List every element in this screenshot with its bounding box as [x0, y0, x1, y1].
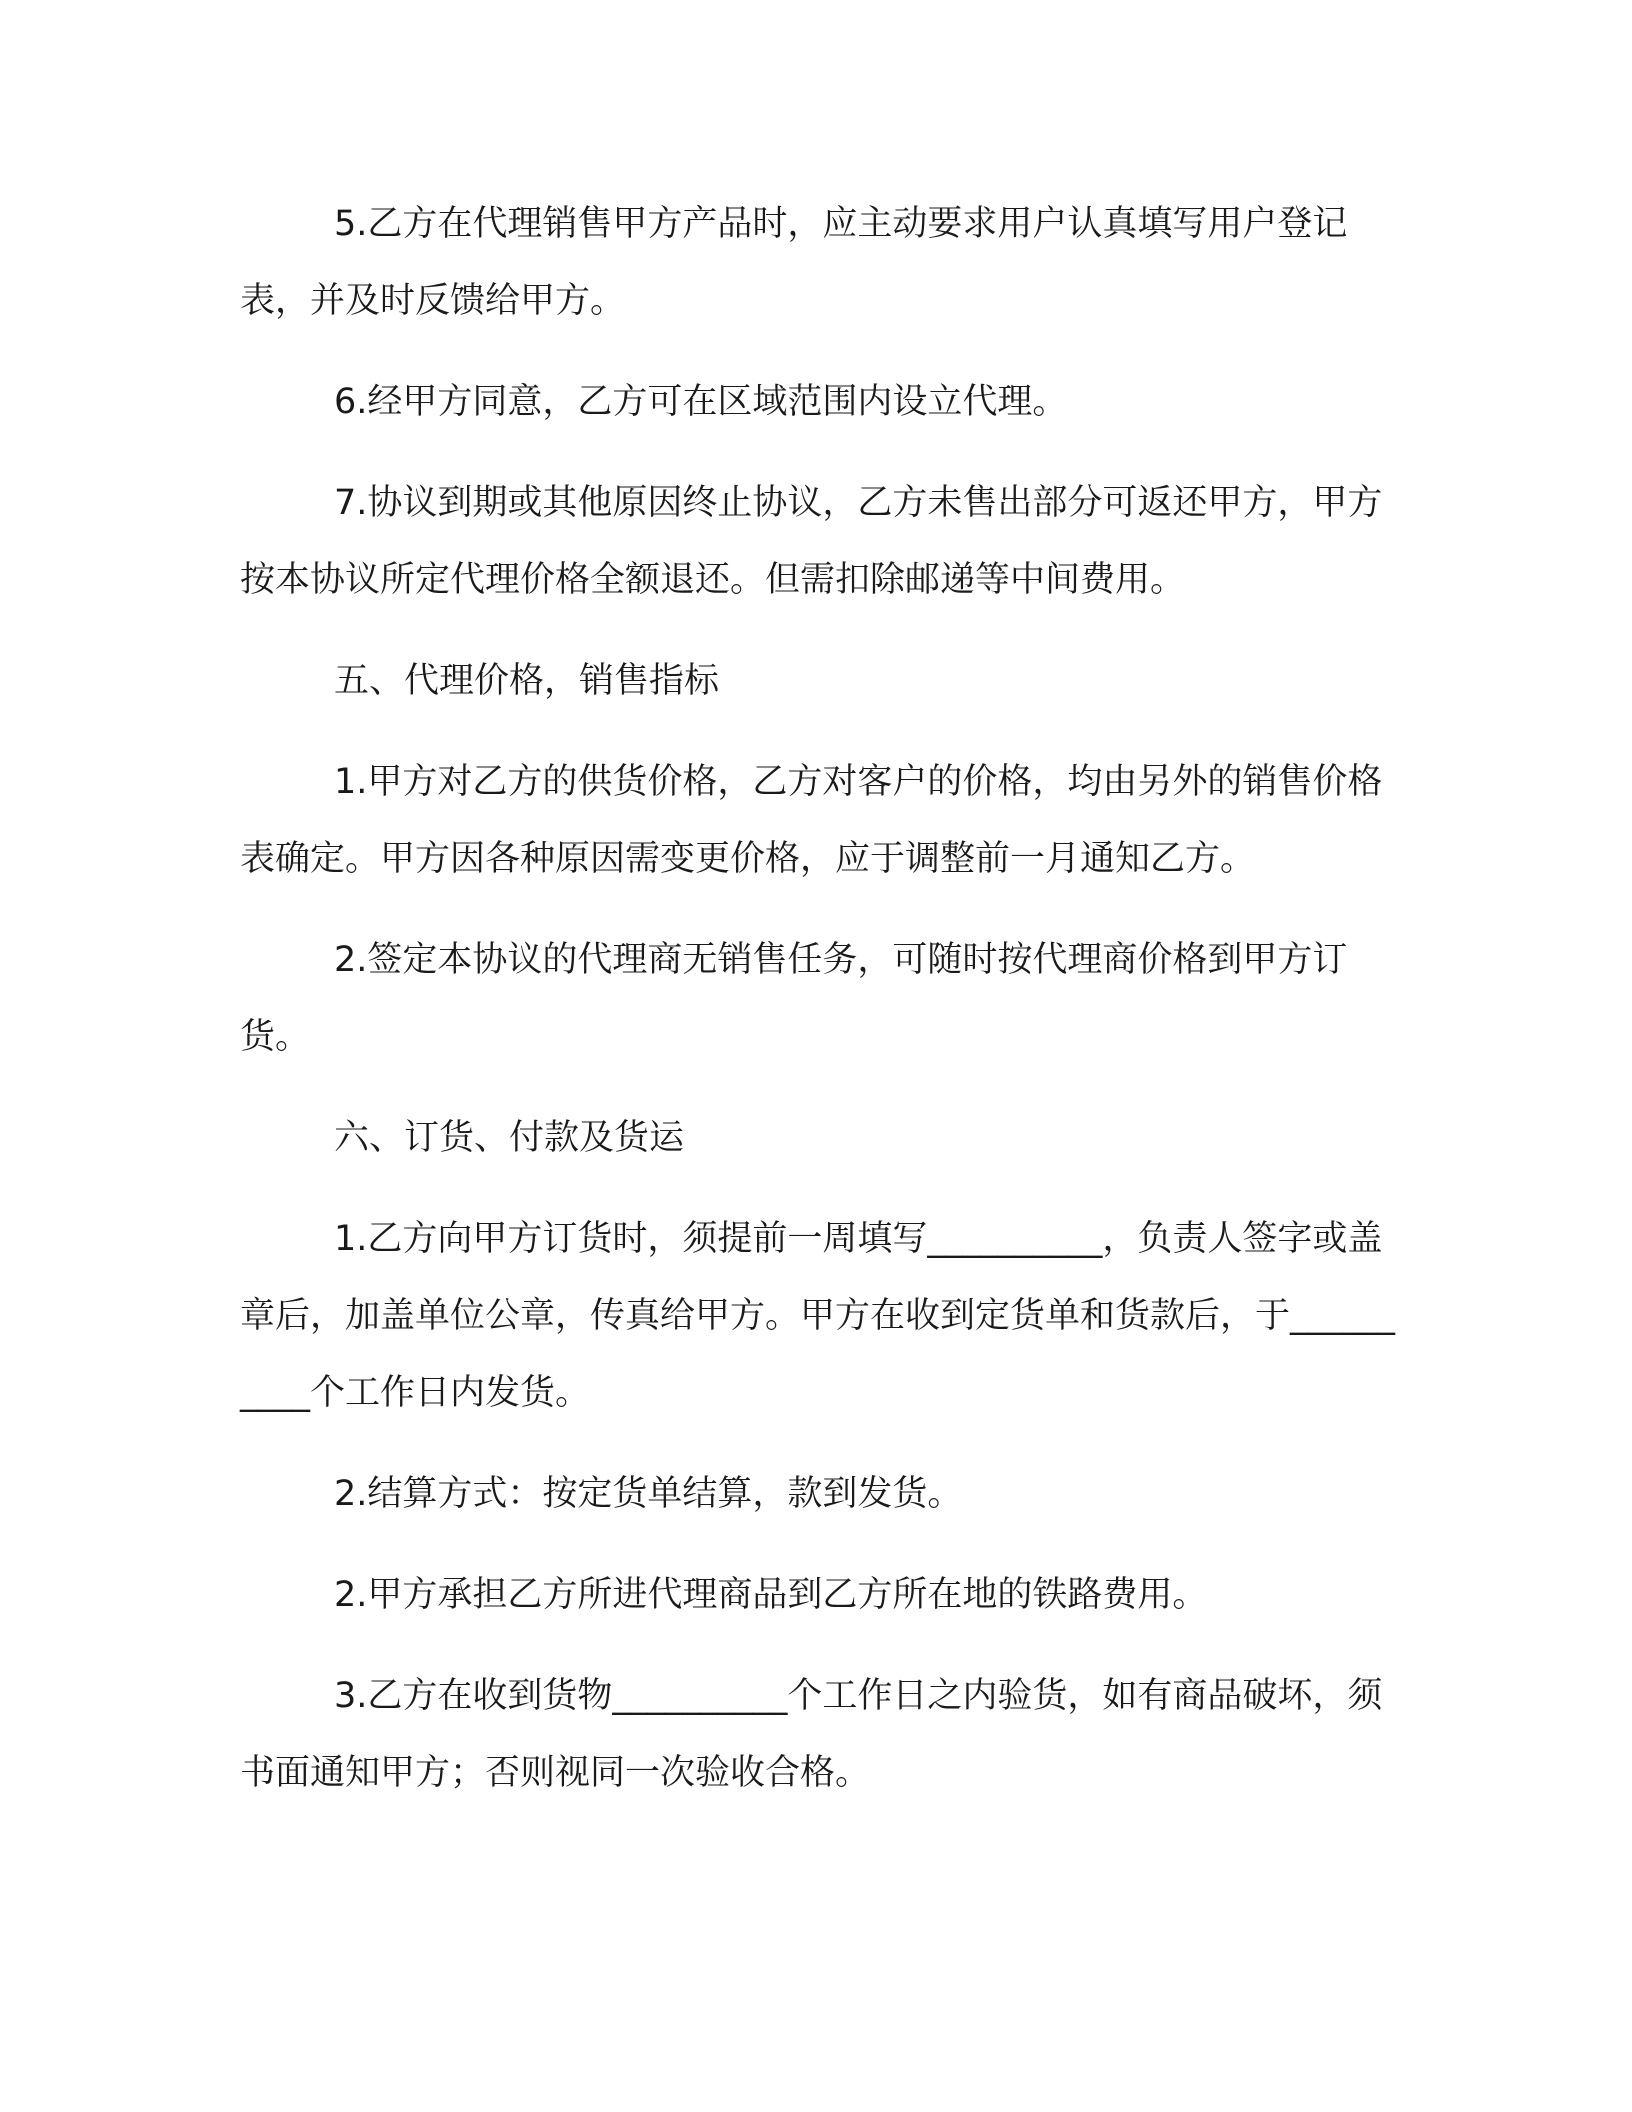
- paragraph-ordering-2a: 2.结算方式：按定货单结算，款到发货。: [334, 1474, 963, 1514]
- paragraph-ordering-3: 3.乙方在收到货物__________个工作日之内验货，如有商品破坏，须书面通知甲方；否则视同一次验收合格。: [240, 1676, 1383, 1793]
- paragraph-pricing-2: 2.签定本协议的代理商无销售任务，可随时按代理商价格到甲方订货。: [240, 940, 1348, 1057]
- paragraph-clause-7: 7.协议到期或其他原因终止协议，乙方未售出部分可返还甲方，甲方按本协议所定代理价格全额退还。但需扣除邮递等中间费用。: [240, 483, 1383, 600]
- paragraph-ordering-2b: 2.甲方承担乙方所进代理商品到乙方所在地的铁路费用。: [334, 1575, 1208, 1615]
- paragraph-ordering-1: 1.乙方向甲方订货时，须提前一周填写__________，负责人签字或盖章后，加盖单位公章，传真给甲方。甲方在收到定货单和货款后，于__________个工作日内发货。: [240, 1219, 1396, 1413]
- paragraph-clause-5: 5.乙方在代理销售甲方产品时，应主动要求用户认真填写用户登记表，并及时反馈给甲方。: [240, 204, 1348, 321]
- paragraph-clause-6: 6.经甲方同意，乙方可在区域范围内设立代理。: [334, 382, 1068, 422]
- section-heading-pricing: 五、代理价格，销售指标: [334, 661, 720, 701]
- section-heading-ordering: 六、订货、付款及货运: [334, 1118, 685, 1158]
- document-body: [240, 186, 1405, 1836]
- paragraph-pricing-1: 1.甲方对乙方的供货价格，乙方对客户的价格，均由另外的销售价格表确定。甲方因各种原因需变更价格，应于调整前一月通知乙方。: [240, 762, 1383, 879]
